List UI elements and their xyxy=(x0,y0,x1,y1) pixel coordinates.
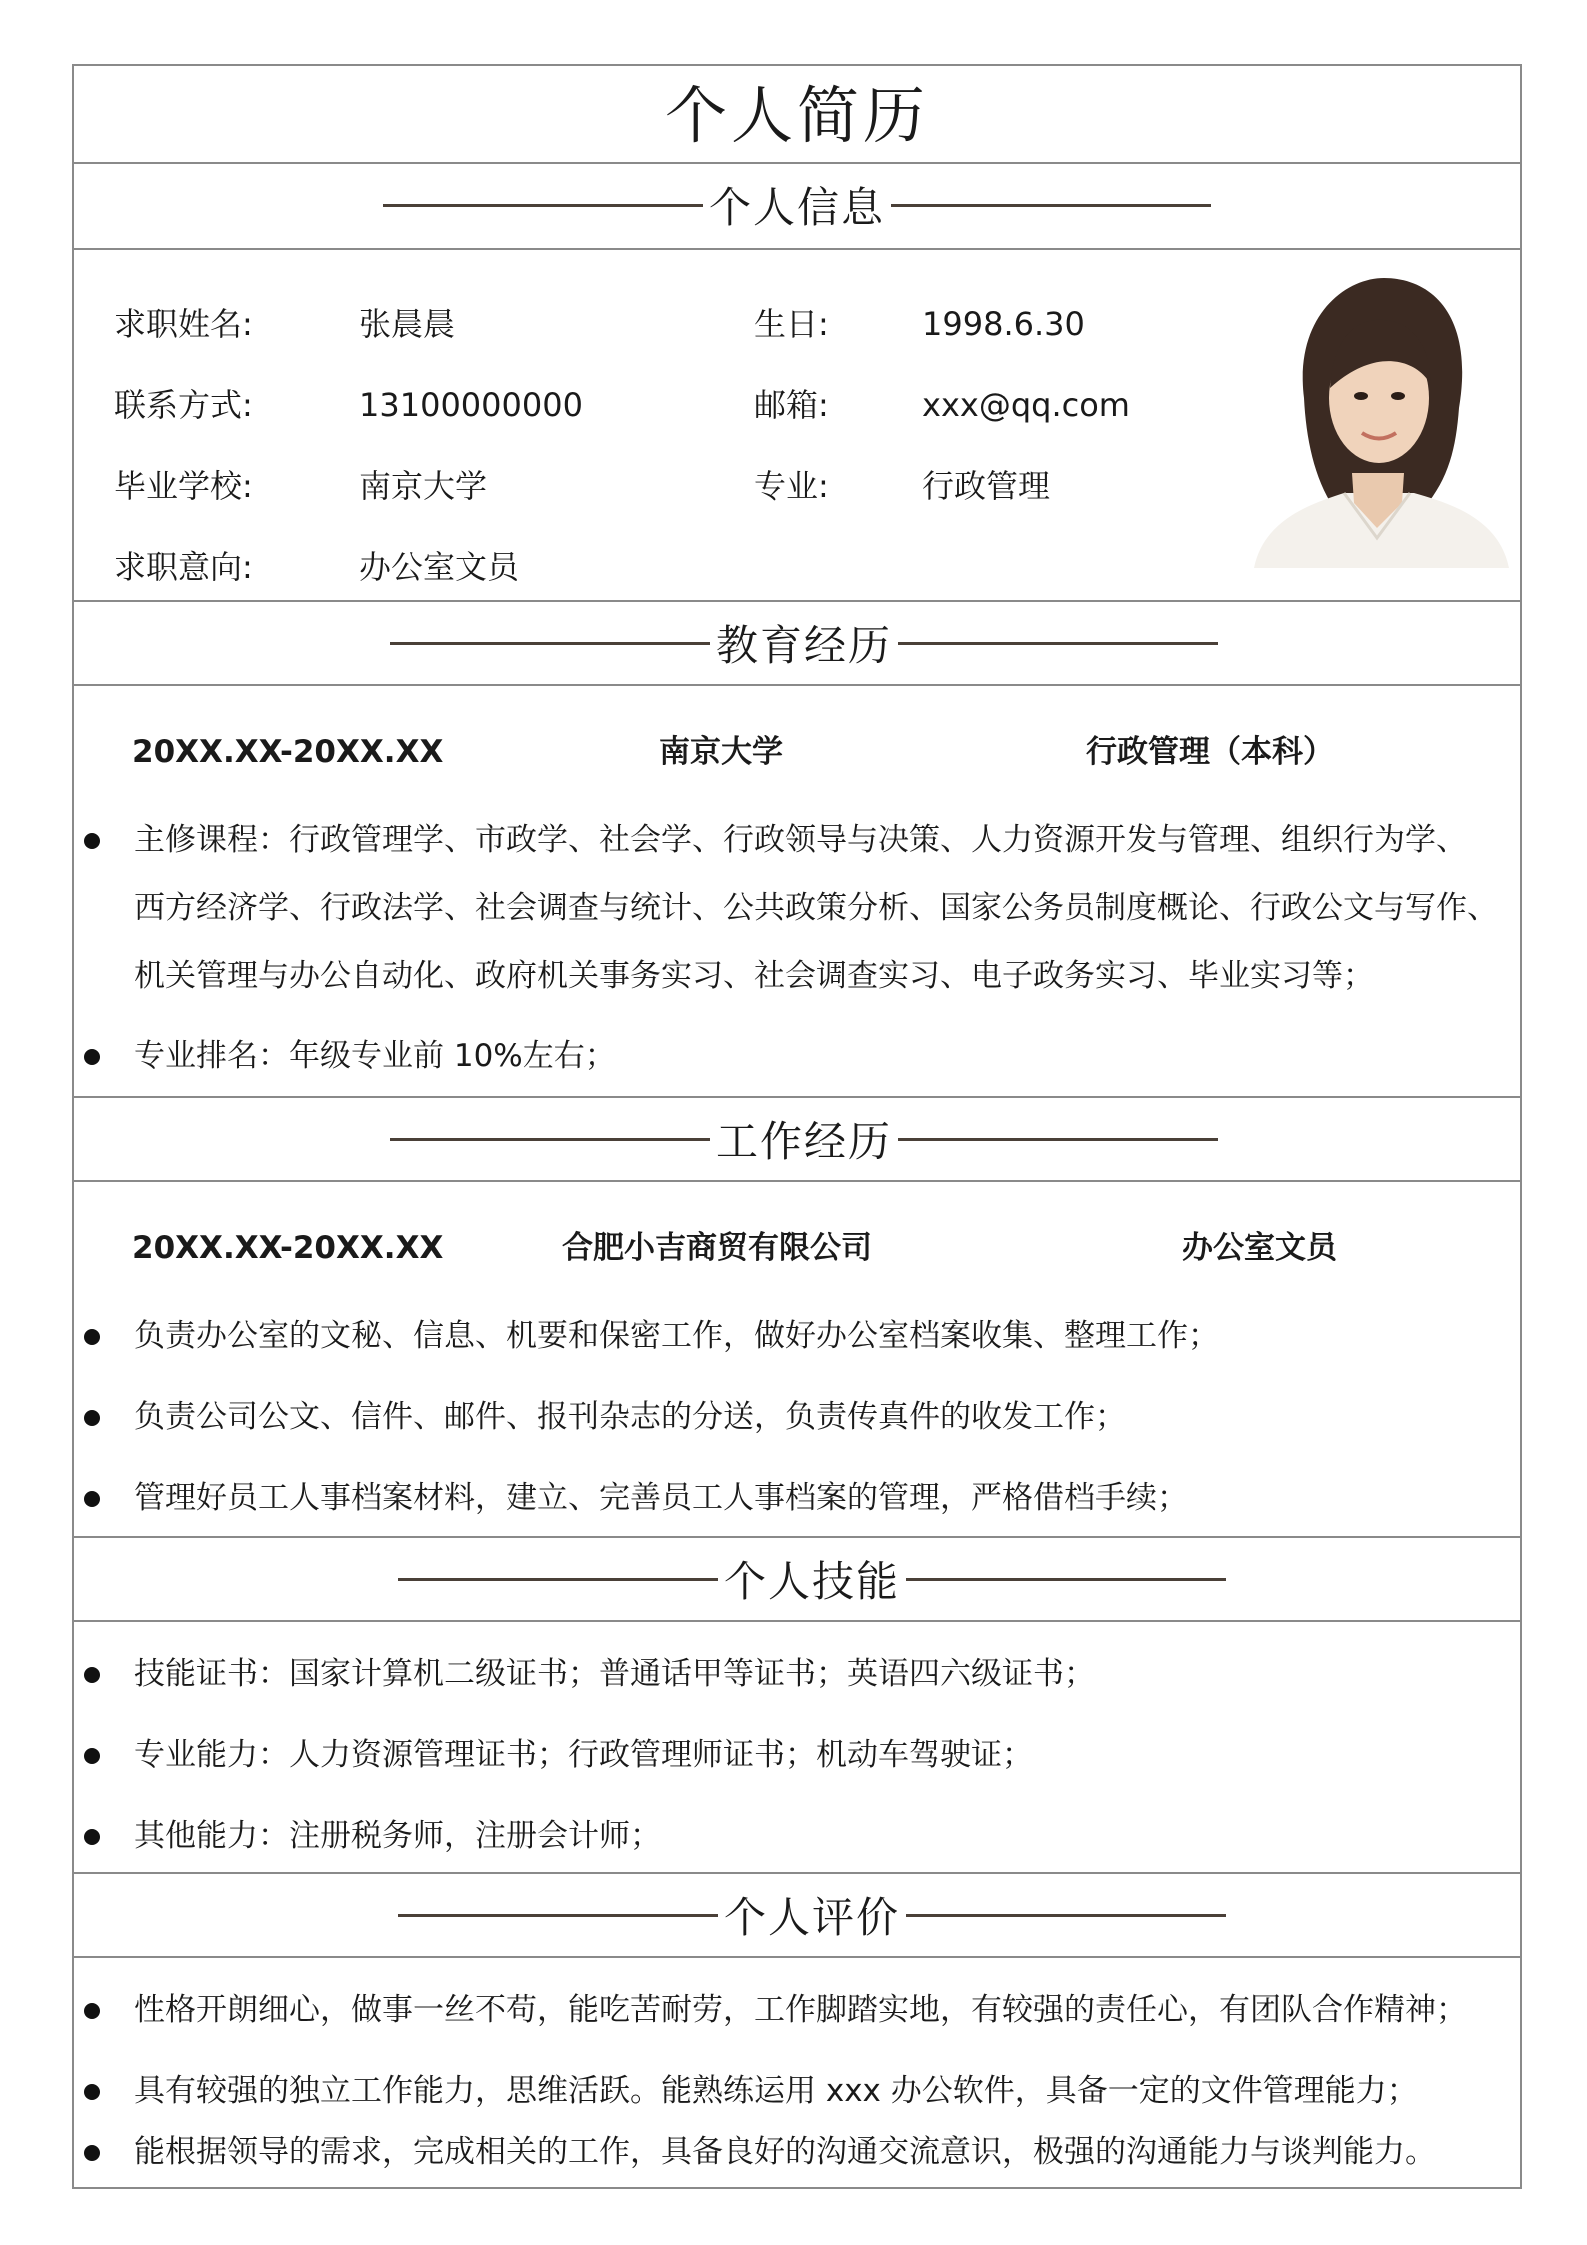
header-rule-right xyxy=(906,1914,1226,1917)
section-title-education: 教育经历 xyxy=(715,621,892,670)
birthday-label: 生日: xyxy=(754,305,829,343)
section-title-work: 工作经历 xyxy=(715,1117,892,1166)
email-label: 邮箱: xyxy=(754,386,829,424)
bullet-dot xyxy=(84,833,100,849)
header-rule-left xyxy=(398,1914,718,1917)
list-item xyxy=(74,1383,1520,1451)
evaluation-item: 能根据领导的需求，完成相关的工作，具备良好的沟通交流意识，极强的沟通能力与谈判能力。 xyxy=(134,2134,1436,2170)
section-title-info: 个人信息 xyxy=(708,183,885,232)
list-item xyxy=(74,1302,1520,1370)
bullet-dot xyxy=(84,1491,100,1507)
bullet-dot xyxy=(84,1049,100,1065)
divider xyxy=(74,248,1520,250)
divider xyxy=(74,1180,1520,1182)
divider xyxy=(74,1620,1520,1622)
resume-sheet xyxy=(72,64,1522,2189)
major-value: 行政管理 xyxy=(922,467,1051,505)
bullet-dot xyxy=(84,2084,100,2100)
skill-item: 技能证书：国家计算机二级证书；普通话甲等证书；英语四六级证书； xyxy=(134,1656,1095,1692)
header-rule-left xyxy=(383,204,703,207)
header-rule-right xyxy=(906,1578,1226,1581)
header-rule-left xyxy=(390,642,710,645)
header-rule-right xyxy=(898,642,1218,645)
header-rule-right xyxy=(898,1138,1218,1141)
major-label: 专业: xyxy=(754,467,829,505)
bullet-dot xyxy=(84,1329,100,1345)
skill-item: 专业能力：人力资源管理证书；行政管理师证书；机动车驾驶证； xyxy=(134,1737,1033,1773)
section-header-work xyxy=(88,1098,1520,1180)
list-item xyxy=(74,1802,1520,1870)
list-item xyxy=(74,1976,1520,2044)
work-duty: 负责公司公文、信件、邮件、报刊杂志的分送，负责传真件的收发工作； xyxy=(134,1399,1126,1435)
courses-line: 西方经济学、行政法学、社会调查与统计、公共政策分析、国家公务员制度概论、行政公文与写作、 xyxy=(134,890,1498,926)
email-value: xxx@qq.com xyxy=(922,386,1130,424)
intent-value: 办公室文员 xyxy=(359,548,520,586)
list-item xyxy=(74,806,1520,1010)
list-item xyxy=(74,1022,1520,1090)
birthday-value: 1998.6.30 xyxy=(922,305,1085,343)
evaluation-item: 性格开朗细心，做事一丝不苟，能吃苦耐劳，工作脚踏实地，有较强的责任心，有团队合作精神； xyxy=(134,1992,1467,2028)
section-header-evaluation xyxy=(104,1874,1520,1956)
header-rule-left xyxy=(390,1138,710,1141)
phone-value: 13100000000 xyxy=(359,386,583,424)
section-header-education xyxy=(88,602,1520,684)
bullet-dot xyxy=(84,2003,100,2019)
bullet-dot xyxy=(84,2145,100,2161)
section-header-skills xyxy=(104,1538,1520,1620)
work-position: 办公室文员 xyxy=(1182,1230,1337,1266)
work-duty: 负责办公室的文秘、信息、机要和保密工作，做好办公室档案收集、整理工作； xyxy=(134,1318,1219,1354)
section-title-skills: 个人技能 xyxy=(723,1557,900,1606)
education-school: 南京大学 xyxy=(659,734,783,770)
list-item xyxy=(74,1464,1520,1532)
skill-item: 其他能力：注册税务师，注册会计师； xyxy=(134,1818,661,1854)
evaluation-item: 具有较强的独立工作能力，思维活跃。能熟练运用 xxx 办公软件，具备一定的文件管理能力； xyxy=(134,2073,1418,2109)
bullet-dot xyxy=(84,1829,100,1845)
list-item xyxy=(74,1721,1520,1789)
courses-line: 主修课程：行政管理学、市政学、社会学、行政领导与决策、人力资源开发与管理、组织行为学、 xyxy=(134,822,1467,858)
work-period: 20XX.XX-20XX.XX xyxy=(132,1230,444,1266)
work-company: 合肥小吉商贸有限公司 xyxy=(562,1230,872,1266)
section-header-info xyxy=(74,164,1520,246)
list-item xyxy=(74,2118,1520,2186)
name-label: 求职姓名: xyxy=(114,305,253,343)
bullet-dot xyxy=(84,1667,100,1683)
section-title-evaluation: 个人评价 xyxy=(723,1893,900,1942)
education-degree: 行政管理（本科） xyxy=(1086,734,1334,770)
work-entry-header xyxy=(74,1218,1520,1278)
phone-label: 联系方式: xyxy=(114,386,253,424)
school-value: 南京大学 xyxy=(359,467,488,505)
list-item xyxy=(74,1640,1520,1708)
education-entry-header xyxy=(74,722,1520,782)
divider xyxy=(74,1956,1520,1958)
header-rule-right xyxy=(891,204,1211,207)
divider xyxy=(74,684,1520,686)
name-value: 张晨晨 xyxy=(359,305,456,343)
profile-photo xyxy=(1234,278,1520,568)
education-period: 20XX.XX-20XX.XX xyxy=(132,734,444,770)
header-rule-left xyxy=(398,1578,718,1581)
courses-line: 机关管理与办公自动化、政府机关事务实习、社会调查实习、电子政务实习、毕业实习等； xyxy=(134,958,1374,994)
school-label: 毕业学校: xyxy=(114,467,253,505)
resume-title: 个人简历 xyxy=(664,79,929,152)
bullet-dot xyxy=(84,1410,100,1426)
work-duty: 管理好员工人事档案材料，建立、完善员工人事档案的管理，严格借档手续； xyxy=(134,1480,1188,1516)
ranking-text: 专业排名：年级专业前 10%左右； xyxy=(134,1038,616,1074)
bullet-dot xyxy=(84,1748,100,1764)
list-item xyxy=(74,2057,1520,2125)
intent-label: 求职意向: xyxy=(114,548,253,586)
